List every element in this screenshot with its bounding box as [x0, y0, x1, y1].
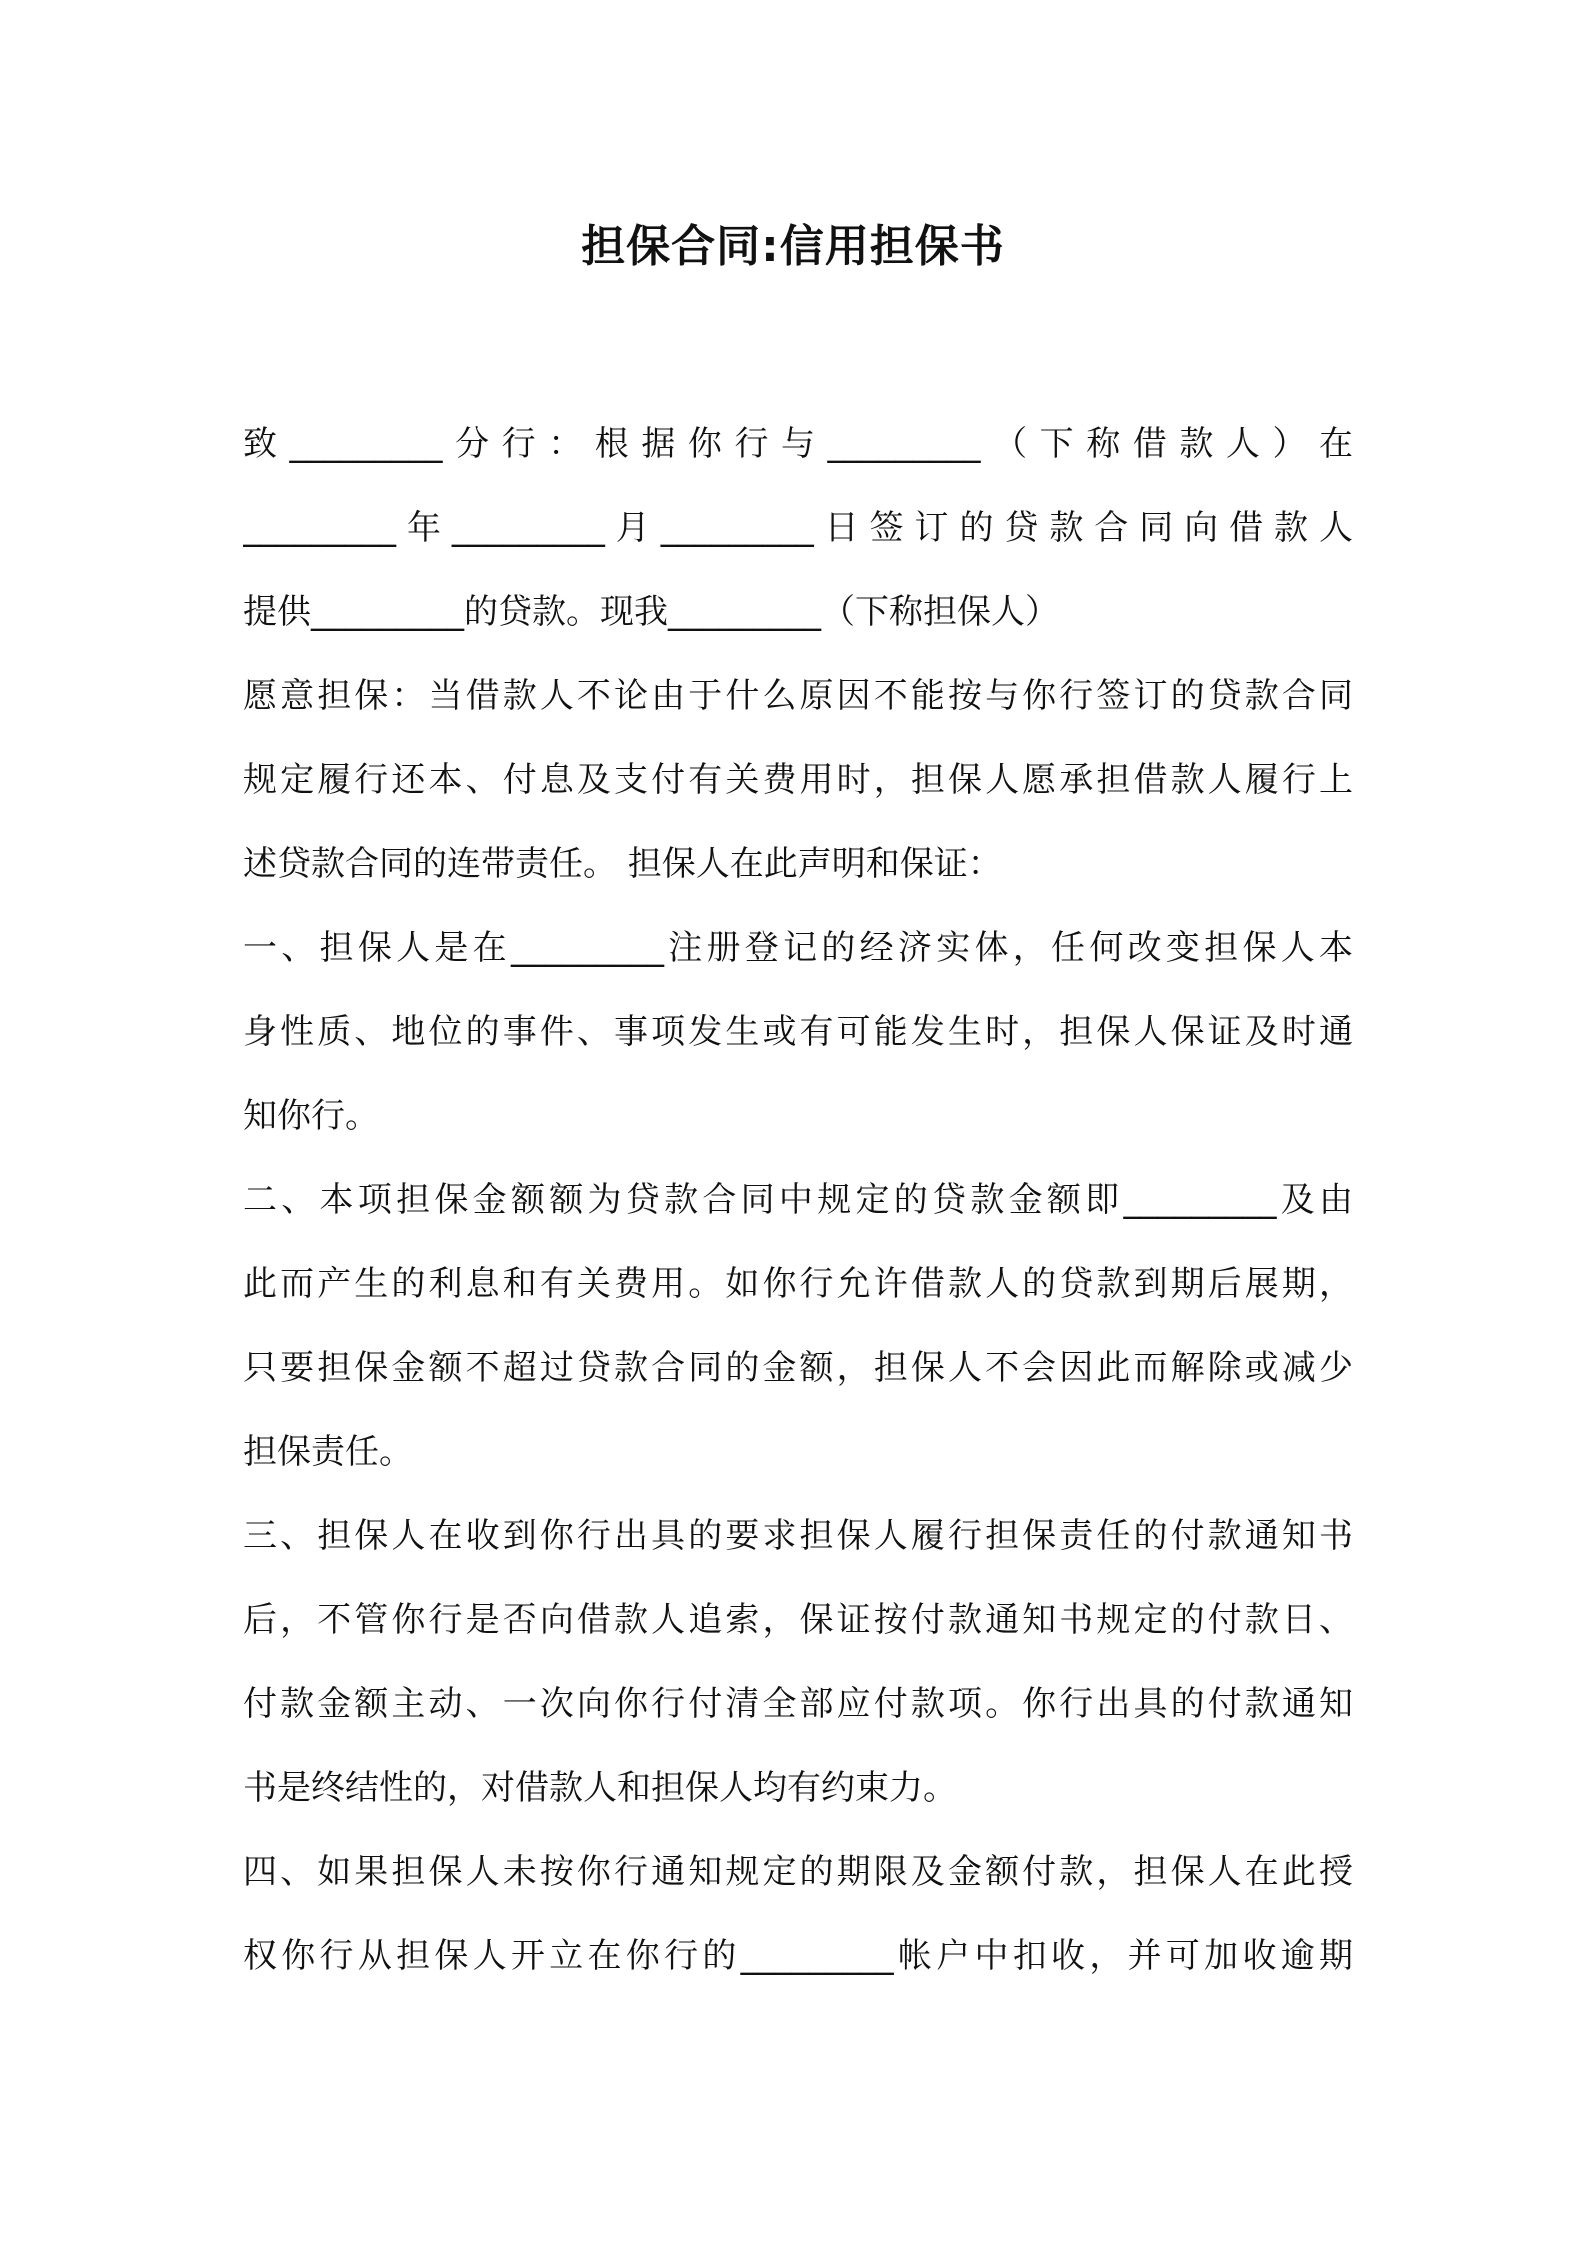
body-line: 只要担保金额不超过贷款合同的金额，担保人不会因此而解除或减少 [243, 1348, 1353, 1388]
body-line: 付款金额主动、一次向你行付清全部应付款项。你行出具的付款通知 [243, 1684, 1353, 1724]
body-line: 知你行。 [243, 1096, 379, 1136]
body-line: 二、本项担保金额额为贷款合同中规定的贷款金额即_________及由 [243, 1180, 1353, 1220]
document-title: 担保合同:信用担保书 [581, 221, 1005, 272]
body-line: 述贷款合同的连带责任。 担保人在此声明和保证： [243, 844, 1002, 884]
body-line: 此而产生的利息和有关费用。如你行允许借款人的贷款到期后展期， [243, 1264, 1353, 1304]
body-line: 四、如果担保人未按你行通知规定的期限及金额付款，担保人在此授 [243, 1852, 1353, 1892]
body-line: 规定履行还本、付息及支付有关费用时，担保人愿承担借款人履行上 [243, 760, 1353, 800]
document-body [243, 402, 1353, 1998]
body-line: 一、担保人是在_________注册登记的经济实体，任何改变担保人本 [243, 928, 1353, 968]
body-line: 身性质、地位的事件、事项发生或有可能发生时，担保人保证及时通 [243, 1012, 1353, 1052]
body-line: 提供_________的贷款。现我_________（下称担保人） [243, 592, 1059, 632]
body-line: _________年_________月_________日签订的贷款合同向借款人 [243, 508, 1353, 548]
body-line: 权你行从担保人开立在你行的_________帐户中扣收，并可加收逾期 [243, 1936, 1353, 1976]
body-line: 愿意担保：当借款人不论由于什么原因不能按与你行签订的贷款合同 [243, 676, 1353, 716]
body-line: 三、担保人在收到你行出具的要求担保人履行担保责任的付款通知书 [243, 1516, 1353, 1556]
body-line: 担保责任。 [243, 1432, 413, 1472]
body-line: 书是终结性的，对借款人和担保人均有约束力。 [243, 1768, 957, 1808]
body-line: 后，不管你行是否向借款人追索，保证按付款通知书规定的付款日、 [243, 1600, 1353, 1640]
body-line: 致_________分行：根据你行与_________（下称借款人）在 [243, 424, 1353, 464]
